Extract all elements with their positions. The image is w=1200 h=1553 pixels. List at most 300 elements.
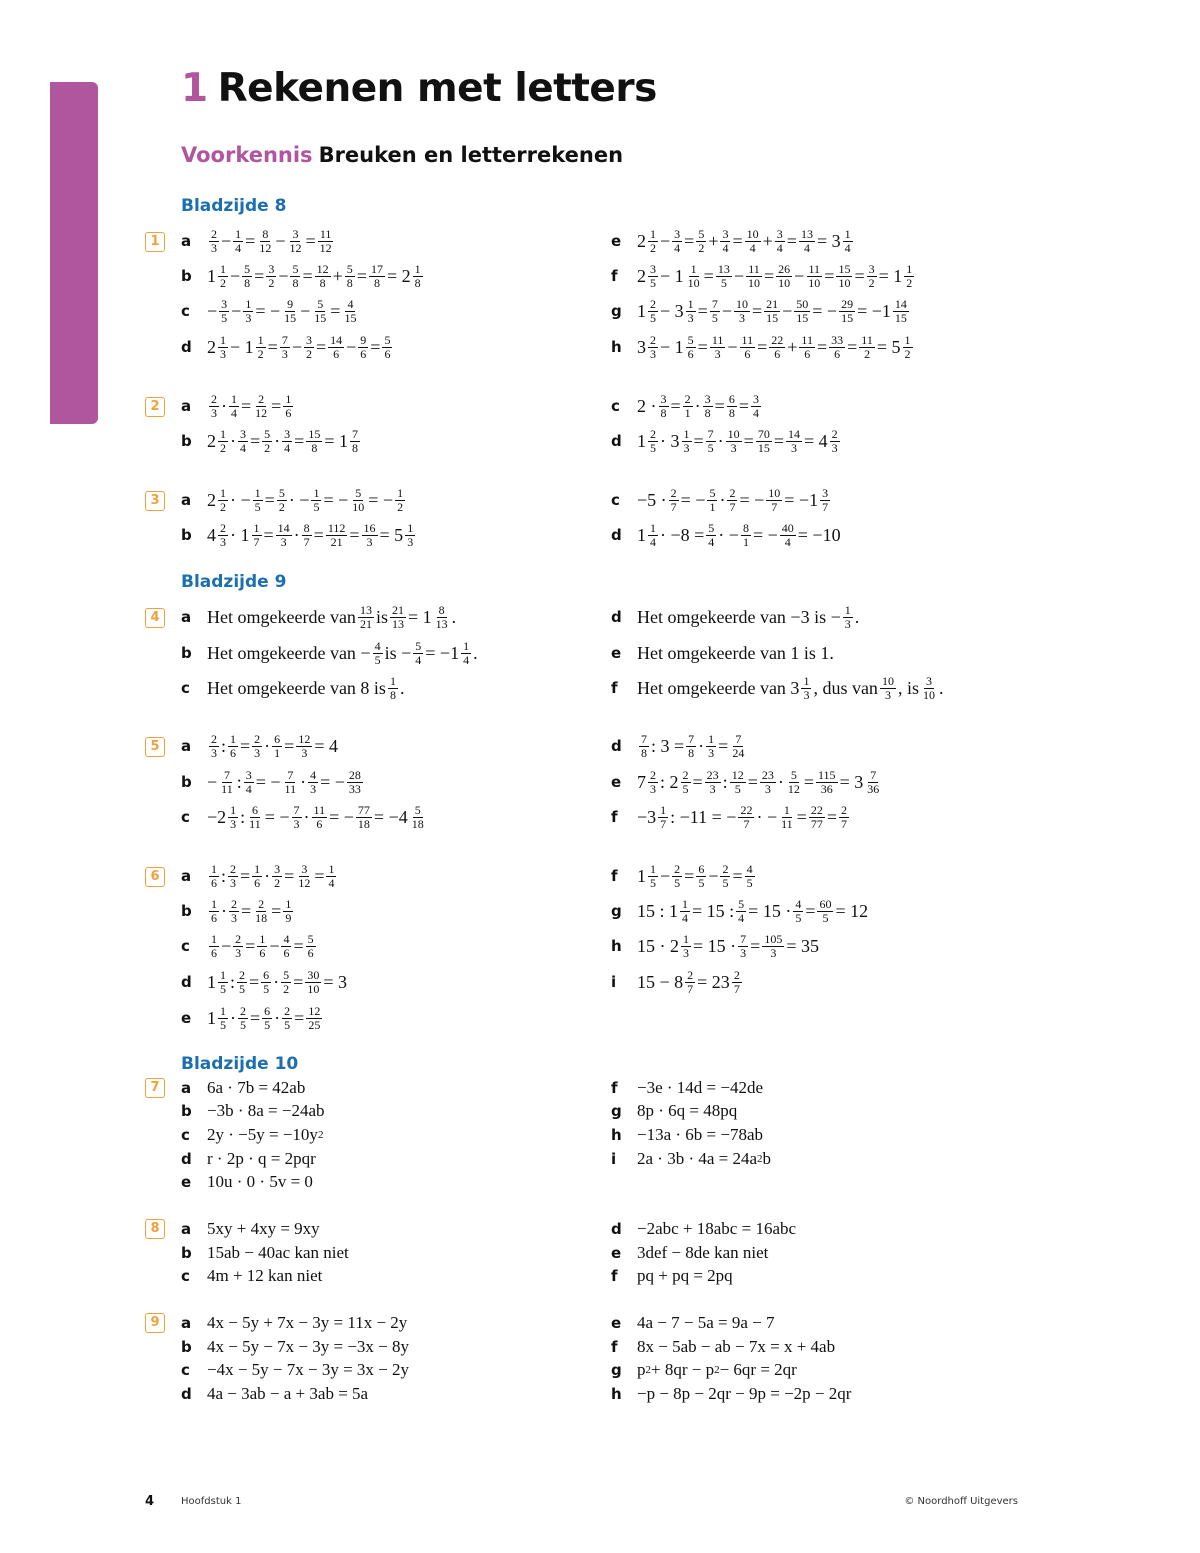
math-expression: −2 $\frac{1}{3}$ : $\frac{6}{11}$ = − $\frac{7}{3}$ · $\frac{11}{6}$ = − $\frac{77}{18}$ = −4 $\frac{5}{18}$ (207, 802, 424, 831)
item-label: f (611, 1079, 618, 1097)
item-label: c (181, 808, 190, 826)
fraction: $\frac{7}{36}$ (867, 767, 880, 796)
fraction: $\frac{4}{5}$ (746, 861, 753, 890)
fraction: $\frac{29}{15}$ (841, 296, 854, 325)
fraction: $\frac{1}{6}$ (211, 931, 217, 960)
fraction: $\frac{5}{4}$ (738, 896, 745, 925)
fraction: $\frac{5}{2}$ (278, 485, 285, 514)
fraction: $\frac{5}{4}$ (708, 520, 715, 549)
answer-item (181, 1217, 320, 1241)
fraction: $\frac{1}{3}$ (803, 673, 810, 702)
math-expression: 1 $\frac{1}{5}$ − $\frac{2}{5}$ = $\frac{6}{5}$ − $\frac{2}{5}$ = $\frac{4}{5}$ (637, 861, 753, 890)
fraction: $\frac{5}{6}$ (687, 332, 694, 361)
page-number: 4 (145, 1494, 155, 1509)
item-label: b (181, 432, 192, 450)
answer-item (181, 1147, 316, 1171)
item-label: h (611, 1385, 622, 1403)
item-label: b (181, 267, 192, 285)
fraction: $\frac{1}{4}$ (231, 391, 237, 420)
fraction: $\frac{10}{7}$ (768, 485, 781, 514)
fraction: $\frac{5}{6}$ (307, 931, 314, 960)
fraction: $\frac{1}{8}$ (389, 673, 396, 702)
item-label: c (181, 679, 190, 697)
answer-item (181, 1358, 409, 1382)
math-expression: 15 · 2 $\frac{1}{3}$ = 15 · $\frac{7}{3}$ = $\frac{105}{3}$ = 35 (637, 931, 819, 960)
chapter-color-bar (50, 82, 98, 424)
item-label: e (611, 1244, 622, 1262)
footer-chapter: Hoofdstuk 1 (181, 1496, 242, 1507)
fraction: $\frac{2}{3}$ (650, 767, 656, 796)
math-expression: −3b · 8a = −24ab (207, 1101, 325, 1120)
math-expression: −4x − 5y − 7x − 3y = 3x − 2y (207, 1360, 410, 1379)
fraction: $\frac{11}{6}$ (313, 802, 326, 831)
fraction: $\frac{9}{15}$ (284, 296, 297, 325)
fraction: $\frac{14}{3}$ (787, 426, 800, 455)
fraction: $\frac{2}{1}$ (684, 391, 691, 420)
item-label: e (181, 1009, 192, 1027)
exercise-number: 8 (145, 1219, 165, 1239)
item-label: f (611, 867, 618, 885)
fraction: $\frac{1}{9}$ (285, 896, 292, 925)
answer-item (181, 859, 338, 893)
item-label: i (611, 1150, 617, 1168)
fraction: $\frac{1}{10}$ (687, 261, 700, 290)
item-label: e (611, 1314, 622, 1332)
item-label: e (611, 644, 622, 662)
answer-item (611, 1264, 733, 1288)
answer-item (611, 1217, 796, 1241)
fraction: $\frac{2}{5}$ (674, 861, 681, 890)
fraction: $\frac{13}{21}$ (359, 602, 372, 631)
fraction: $\frac{22}{7}$ (740, 802, 753, 831)
section-title-text: Breuken en letterrekenen (318, 143, 624, 167)
fraction: $\frac{2}{18}$ (255, 896, 268, 925)
fraction: $\frac{1}{8}$ (414, 261, 421, 290)
math-expression: 3def − 8de kan niet (637, 1243, 769, 1262)
fraction: $\frac{1}{4}$ (328, 861, 335, 890)
fraction: $\frac{13}{5}$ (717, 261, 730, 290)
math-expression: 1 $\frac{1}{2}$ − $\frac{5}{8}$ = $\frac{3}{2}$ − $\frac{5}{8}$ = $\frac{12}{8}$ + $\frac{5}{8}$ = $\frac{17}{8}$ = 2 $\frac{1}{8}$ (207, 261, 421, 290)
item-label: c (181, 1267, 190, 1285)
fraction: $\frac{2}{7}$ (733, 967, 740, 996)
fraction: $\frac{3}{4}$ (674, 226, 681, 255)
answer-item (181, 1076, 305, 1100)
math-expression: −13a · 6b = −78ab (637, 1125, 764, 1144)
item-label: g (611, 302, 622, 320)
math-expression: 15 : 1 $\frac{1}{4}$ = 15 : $\frac{5}{4}$ = 15 · $\frac{4}{5}$ = $\frac{60}{5}$ = 12 (637, 896, 869, 925)
fraction: $\frac{1}{3}$ (708, 731, 715, 760)
item-label: e (611, 773, 622, 791)
fraction: $\frac{40}{4}$ (781, 520, 794, 549)
math-expression: 1 $\frac{1}{5}$ : $\frac{2}{5}$ = $\frac{6}{5}$ · $\frac{5}{2}$ = $\frac{30}{10}$ = 3 (207, 967, 347, 996)
fraction: $\frac{7}{5}$ (707, 426, 714, 455)
math-expression: 1 $\frac{2}{5}$ · 3 $\frac{1}{3}$ = $\frac{7}{5}$ · $\frac{10}{3}$ = $\frac{70}{15}$ = $\frac{14}{3}$ = 4 $\frac{2}{3}$ (637, 426, 838, 455)
answer-item (611, 1335, 835, 1359)
fraction: $\frac{5}{2}$ (264, 426, 271, 455)
item-label: e (611, 232, 622, 250)
fraction: $\frac{15}{10}$ (838, 261, 851, 290)
fraction: $\frac{7}{8}$ (688, 731, 695, 760)
fraction: $\frac{8}{12}$ (259, 226, 272, 255)
fraction: $\frac{1}{2}$ (397, 485, 404, 514)
item-label: c (611, 491, 620, 509)
math-expression: 5xy + 4xy = 9xy (207, 1219, 320, 1238)
fraction: $\frac{23}{3}$ (761, 767, 774, 796)
fraction: $\frac{2}{5}$ (240, 1003, 246, 1032)
fraction: $\frac{5}{12}$ (787, 767, 800, 796)
answer-item (611, 1099, 737, 1123)
fraction: $\frac{5}{18}$ (411, 802, 424, 831)
answer-item (181, 224, 336, 258)
fraction: $\frac{3}{10}$ (922, 673, 935, 702)
item-label: g (611, 1361, 622, 1379)
fraction: $\frac{3}{4}$ (240, 426, 246, 455)
fraction: $\frac{1}{5}$ (313, 485, 320, 514)
math-expression: 3 $\frac{2}{3}$ − 1 $\frac{5}{6}$ = $\frac{11}{3}$ − $\frac{11}{6}$ = $\frac{22}{6}$ + $\frac{11}{6}$ = $\frac{33}{6}$ = $\frac{11}{2}$ = 5 $\frac{1}{2}$ (637, 332, 911, 361)
fraction: $\frac{1}{4}$ (844, 226, 851, 255)
page-heading-8: Bladzijde 8 (181, 196, 287, 216)
page-heading-10: Bladzijde 10 (181, 1054, 299, 1074)
item-label: a (181, 232, 192, 250)
fraction: $\frac{23}{3}$ (706, 767, 719, 796)
answer-item (181, 600, 456, 634)
fraction: $\frac{6}{1}$ (274, 731, 281, 760)
item-label: d (611, 432, 622, 450)
item-label: f (611, 267, 618, 285)
math-expression: −p − 8p − 2qr − 9p = −2p − 2qr (637, 1384, 852, 1403)
answer-item (611, 894, 868, 928)
answer-item (181, 965, 347, 999)
math-expression: 2 $\frac{1}{2}$ · − $\frac{1}{5}$ = $\frac{5}{2}$ · − $\frac{1}{5}$ = − $\frac{5}{10}$ = − $\frac{1}{2}$ (207, 485, 404, 514)
item-label: g (611, 1102, 622, 1120)
math-expression: $\frac{1}{6}$ − $\frac{2}{3}$ = $\frac{1}{6}$ − $\frac{4}{6}$ = $\frac{5}{6}$ (211, 931, 314, 960)
fraction: $\frac{2}{3}$ (220, 520, 226, 549)
item-label: a (181, 737, 192, 755)
math-expression: p 2 + 8qr − p 2 − 6qr = 2qr (637, 1360, 797, 1379)
answer-item (611, 929, 819, 963)
answer-item (611, 671, 943, 705)
fraction: $\frac{2}{3}$ (230, 861, 237, 890)
item-label: b (181, 1244, 192, 1262)
item-label: d (181, 973, 192, 991)
item-label: h (611, 937, 622, 955)
math-expression: $\frac{2}{3}$ · $\frac{1}{4}$ = $\frac{2}{12}$ = $\frac{1}{6}$ (211, 391, 292, 420)
answer-item (181, 1264, 322, 1288)
answer-item (611, 518, 841, 552)
answer-item (611, 1358, 797, 1382)
item-label: d (181, 1385, 192, 1403)
item-label: f (611, 1267, 618, 1285)
fraction: $\frac{9}{6}$ (360, 332, 367, 361)
answer-item (611, 330, 915, 364)
exercise-number: 5 (145, 737, 165, 757)
fraction: $\frac{7}{3}$ (293, 802, 300, 831)
fraction: $\frac{12}{5}$ (731, 767, 744, 796)
answer-item (611, 224, 855, 258)
answer-item (611, 600, 859, 634)
item-label: i (611, 973, 617, 991)
answer-item (181, 636, 478, 670)
math-expression: $\frac{2}{3}$ : $\frac{1}{6}$ = $\frac{2}{3}$ · $\frac{6}{1}$ = $\frac{12}{3}$ = 4 (211, 731, 338, 760)
math-expression: r · 2p · q = 2pqr (207, 1149, 316, 1168)
fraction: $\frac{3}{12}$ (289, 226, 302, 255)
fraction: $\frac{10}{4}$ (746, 226, 759, 255)
item-label: a (181, 1220, 192, 1238)
fraction: $\frac{2}{3}$ (211, 731, 217, 760)
fraction: $\frac{5}{10}$ (352, 485, 365, 514)
fraction: $\frac{8}{13}$ (435, 602, 448, 631)
item-label: d (181, 1150, 192, 1168)
chapter-number: 1 (181, 66, 208, 111)
answer-item (611, 294, 911, 328)
fraction: $\frac{12}{3}$ (298, 731, 311, 760)
math-expression: 4m + 12 kan niet (207, 1266, 323, 1285)
fraction: $\frac{4}{6}$ (283, 931, 290, 960)
fraction: $\frac{2}{3}$ (211, 226, 217, 255)
page-heading-9: Bladzijde 9 (181, 572, 287, 592)
math-expression: 8x − 5ab − ab − 7x = x + 4ab (637, 1337, 836, 1356)
answer-item (181, 1099, 325, 1123)
fraction: $\frac{11}{3}$ (711, 332, 724, 361)
fraction: $\frac{11}{10}$ (808, 261, 821, 290)
fraction: $\frac{1}{3}$ (683, 931, 689, 960)
exercise-number: 2 (145, 397, 165, 417)
answer-item (611, 800, 851, 834)
answer-item (181, 729, 338, 763)
math-expression: Het omgekeerde van − $\frac{4}{5}$ is − $\frac{5}{4}$ = −1 $\frac{1}{4}$ . (207, 638, 478, 667)
item-label: d (611, 526, 622, 544)
item-label: d (181, 338, 192, 356)
fraction: $\frac{3}{5}$ (650, 261, 656, 290)
answer-item (181, 259, 425, 293)
fraction: $\frac{2}{3}$ (831, 426, 838, 455)
math-expression: 2 · $\frac{3}{8}$ = $\frac{2}{1}$ · $\frac{3}{8}$ = $\frac{6}{8}$ = $\frac{3}{4}$ (637, 391, 759, 420)
answer-item (181, 1382, 368, 1406)
item-label: b (181, 1102, 192, 1120)
fraction: $\frac{6}{11}$ (249, 802, 261, 831)
fraction: $\frac{2}{3}$ (235, 931, 242, 960)
fraction: $\frac{1}{4}$ (463, 638, 470, 667)
fraction: $\frac{11}{6}$ (741, 332, 754, 361)
fraction: $\frac{3}{2}$ (305, 332, 312, 361)
item-label: a (181, 608, 192, 626)
fraction: $\frac{1}{6}$ (285, 391, 292, 420)
math-expression: 4 $\frac{2}{3}$ · 1 $\frac{1}{7}$ = $\frac{14}{3}$ · $\frac{8}{7}$ = $\frac{112}{21}$ = $\frac{16}{3}$ = 5 $\frac{1}{3}$ (207, 520, 414, 549)
math-expression: 2a · 3b · 4a = 24a 2 b (637, 1149, 772, 1168)
math-expression: Het omgekeerde van 8 is $\frac{1}{8}$ . (207, 673, 405, 702)
answer-item (611, 965, 744, 999)
fraction: $\frac{16}{3}$ (363, 520, 376, 549)
fraction: $\frac{4}{5}$ (374, 638, 381, 667)
fraction: $\frac{1}{3}$ (844, 602, 851, 631)
fraction: $\frac{15}{8}$ (308, 426, 321, 455)
answer-item (181, 894, 295, 928)
item-label: c (181, 1361, 190, 1379)
fraction: $\frac{7}{24}$ (732, 731, 745, 760)
math-expression: − $\frac{7}{11}$ : $\frac{3}{4}$ = − $\frac{7}{11}$ · $\frac{4}{3}$ = − $\frac{28}{33}$ (207, 767, 361, 796)
fraction: $\frac{14}{15}$ (894, 296, 907, 325)
item-label: c (181, 937, 190, 955)
answer-item (611, 1382, 851, 1406)
item-label: c (181, 1126, 190, 1144)
fraction: $\frac{1}{2}$ (220, 261, 226, 290)
fraction: $\frac{1}{6}$ (259, 931, 266, 960)
math-expression: 4a − 3ab − a + 3ab = 5a (207, 1384, 369, 1403)
fraction: $\frac{21}{15}$ (766, 296, 779, 325)
item-label: d (611, 1220, 622, 1238)
fraction: $\frac{2}{7}$ (670, 485, 677, 514)
item-label: g (611, 902, 622, 920)
math-expression: 2y · −5y = −10y 2 (207, 1125, 324, 1144)
fraction: $\frac{4}{3}$ (310, 767, 317, 796)
chapter-title (181, 66, 657, 111)
fraction: $\frac{8}{7}$ (303, 520, 310, 549)
fraction: $\frac{11}{12}$ (319, 226, 332, 255)
fraction: $\frac{1}{7}$ (660, 802, 667, 831)
item-label: b (181, 526, 192, 544)
fraction: $\frac{1}{2}$ (220, 485, 226, 514)
fraction: $\frac{2}{5}$ (650, 296, 656, 325)
math-expression: −3e · 14d = −42de (637, 1078, 764, 1097)
fraction: $\frac{6}{5}$ (698, 861, 705, 890)
fraction: $\frac{3}{4}$ (776, 226, 783, 255)
item-label: a (181, 397, 192, 415)
fraction: $\frac{5}{8}$ (346, 261, 353, 290)
exercise-number: 6 (145, 867, 165, 887)
fraction: $\frac{5}{2}$ (698, 226, 705, 255)
item-label: e (181, 1173, 192, 1191)
fraction: $\frac{3}{8}$ (660, 391, 667, 420)
fraction: $\frac{3}{2}$ (274, 861, 281, 890)
fraction: $\frac{1}{6}$ (254, 861, 261, 890)
fraction: $\frac{28}{33}$ (348, 767, 361, 796)
fraction: $\frac{1}{3}$ (230, 802, 237, 831)
answer-item (611, 424, 842, 458)
exercise-number: 7 (145, 1078, 165, 1098)
item-label: h (611, 338, 622, 356)
answer-item (181, 929, 318, 963)
math-expression: 1 $\frac{1}{5}$ · $\frac{2}{5}$ = $\frac{6}{5}$ · $\frac{2}{5}$ = $\frac{12}{25}$ (207, 1003, 321, 1032)
fraction: $\frac{7}{11}$ (284, 767, 297, 796)
fraction: $\frac{3}{4}$ (752, 391, 759, 420)
answer-item (611, 1076, 763, 1100)
fraction: $\frac{22}{77}$ (810, 802, 823, 831)
fraction: $\frac{8}{1}$ (742, 520, 749, 549)
math-expression: −3 $\frac{1}{7}$ : −11 = − $\frac{22}{7}$ · − $\frac{1}{11}$ = $\frac{22}{77}$ = $\frac{2}{7}$ (637, 802, 847, 831)
answer-item (181, 765, 365, 799)
fraction: $\frac{10}{3}$ (727, 426, 740, 455)
fraction: $\frac{1}{6}$ (211, 896, 217, 925)
fraction: $\frac{77}{18}$ (357, 802, 370, 831)
fraction: $\frac{21}{13}$ (391, 602, 404, 631)
fraction: $\frac{5}{8}$ (244, 261, 251, 290)
fraction: $\frac{3}{5}$ (221, 296, 228, 325)
fraction: $\frac{10}{3}$ (735, 296, 748, 325)
answer-item (611, 765, 883, 799)
fraction: $\frac{7}{8}$ (641, 731, 647, 760)
math-expression: Het omgekeerde van $\frac{13}{21}$ is $\frac{21}{13}$ = 1 $\frac{8}{13}$ . (207, 602, 457, 631)
fraction: $\frac{2}{5}$ (284, 1003, 291, 1032)
answer-item (181, 1170, 313, 1194)
math-expression: − $\frac{3}{5}$ − $\frac{1}{3}$ = − $\frac{9}{15}$ − $\frac{5}{15}$ = $\frac{4}{15}$ (207, 296, 357, 325)
fraction: $\frac{1}{11}$ (781, 802, 793, 831)
fraction: $\frac{1}{5}$ (254, 485, 261, 514)
fraction: $\frac{1}{4}$ (235, 226, 242, 255)
answer-item (181, 671, 404, 705)
footer-copyright: © Noordhoff Uitgevers (904, 1496, 1018, 1507)
answer-item (611, 1311, 775, 1335)
section-title (181, 143, 623, 167)
answer-item (181, 330, 394, 364)
fraction: $\frac{5}{6}$ (384, 332, 391, 361)
fraction: $\frac{1}{2}$ (904, 332, 911, 361)
math-expression: $\frac{2}{3}$ − $\frac{1}{4}$ = $\frac{8}{12}$ − $\frac{3}{12}$ = $\frac{11}{12}$ (211, 226, 332, 255)
answer-item (181, 1001, 324, 1035)
fraction: $\frac{2}{3}$ (650, 332, 656, 361)
fraction: $\frac{2}{3}$ (231, 896, 237, 925)
fraction: $\frac{3}{7}$ (822, 485, 829, 514)
math-expression: 4x − 5y + 7x − 3y = 11x − 2y (207, 1313, 408, 1332)
item-label: d (611, 608, 622, 626)
math-expression: 4x − 5y − 7x − 3y = −3x − 8y (207, 1337, 410, 1356)
math-expression: 15ab − 40ac kan niet (207, 1243, 349, 1262)
item-label: h (611, 1126, 622, 1144)
fraction: $\frac{1}{2}$ (906, 261, 913, 290)
item-label: a (181, 1314, 192, 1332)
fraction: $\frac{4}{5}$ (795, 896, 802, 925)
fraction: $\frac{3}{8}$ (704, 391, 711, 420)
fraction: $\frac{1}{6}$ (230, 731, 237, 760)
fraction: $\frac{3}{12}$ (298, 861, 311, 890)
answer-item (181, 294, 360, 328)
math-expression: 2 $\frac{1}{2}$ · $\frac{3}{4}$ = $\frac{5}{2}$ · $\frac{3}{4}$ = $\frac{15}{8}$ = 1 $\frac{7}{8}$ (207, 426, 358, 455)
math-expression: Het omgekeerde van 3 $\frac{1}{3}$ , dus van $\frac{10}{3}$ , is $\frac{3}{10}$ . (637, 673, 944, 702)
fraction: $\frac{60}{5}$ (819, 896, 832, 925)
math-expression: Het omgekeerde van 1 is 1. (637, 642, 834, 663)
fraction: $\frac{1}{2}$ (650, 226, 656, 255)
answer-item (611, 729, 748, 763)
answer-item (181, 483, 407, 517)
math-expression: pq + pq = 2pq (637, 1266, 733, 1285)
item-label: a (181, 867, 192, 885)
math-expression: Het omgekeerde van −3 is − $\frac{1}{3}$ . (637, 602, 860, 631)
fraction: $\frac{2}{5}$ (239, 967, 246, 996)
fraction: $\frac{10}{3}$ (881, 673, 894, 702)
item-label: f (611, 679, 618, 697)
answer-item (181, 1335, 409, 1359)
item-label: c (611, 397, 620, 415)
exercise-number: 9 (145, 1313, 165, 1333)
fraction: $\frac{17}{8}$ (370, 261, 383, 290)
fraction: $\frac{33}{6}$ (831, 332, 844, 361)
answer-item (611, 1241, 768, 1265)
answer-item (181, 1241, 349, 1265)
fraction: $\frac{5}{4}$ (415, 638, 422, 667)
fraction: $\frac{1}{2}$ (257, 332, 264, 361)
answer-item (181, 424, 362, 458)
math-expression: 7 $\frac{2}{3}$ : 2 $\frac{2}{5}$ = $\frac{23}{3}$ : $\frac{12}{5}$ = $\frac{23}{3}$ · $\frac{5}{12}$ = $\frac{115}{36}$ = 3 $\frac{7}{36}$ (637, 767, 880, 796)
fraction: $\frac{6}{8}$ (728, 391, 735, 420)
fraction: $\frac{115}{36}$ (818, 767, 836, 796)
math-expression: 4a − 7 − 5a = 9a − 7 (637, 1313, 775, 1332)
fraction: $\frac{6}{5}$ (264, 1003, 271, 1032)
answer-item (181, 1311, 407, 1335)
fraction: $\frac{14}{3}$ (277, 520, 290, 549)
math-expression: 2 $\frac{3}{5}$ − 1 $\frac{1}{10}$ = $\frac{13}{5}$ − $\frac{11}{10}$ = $\frac{26}{10}$ − $\frac{11}{10}$ = $\frac{15}{10}$ = $\frac{3}{2}$ = 1 $\frac{1}{2}$ (637, 261, 913, 290)
fraction: $\frac{6}{5}$ (263, 967, 270, 996)
fraction: $\frac{50}{15}$ (796, 296, 809, 325)
fraction: $\frac{7}{11}$ (221, 767, 233, 796)
